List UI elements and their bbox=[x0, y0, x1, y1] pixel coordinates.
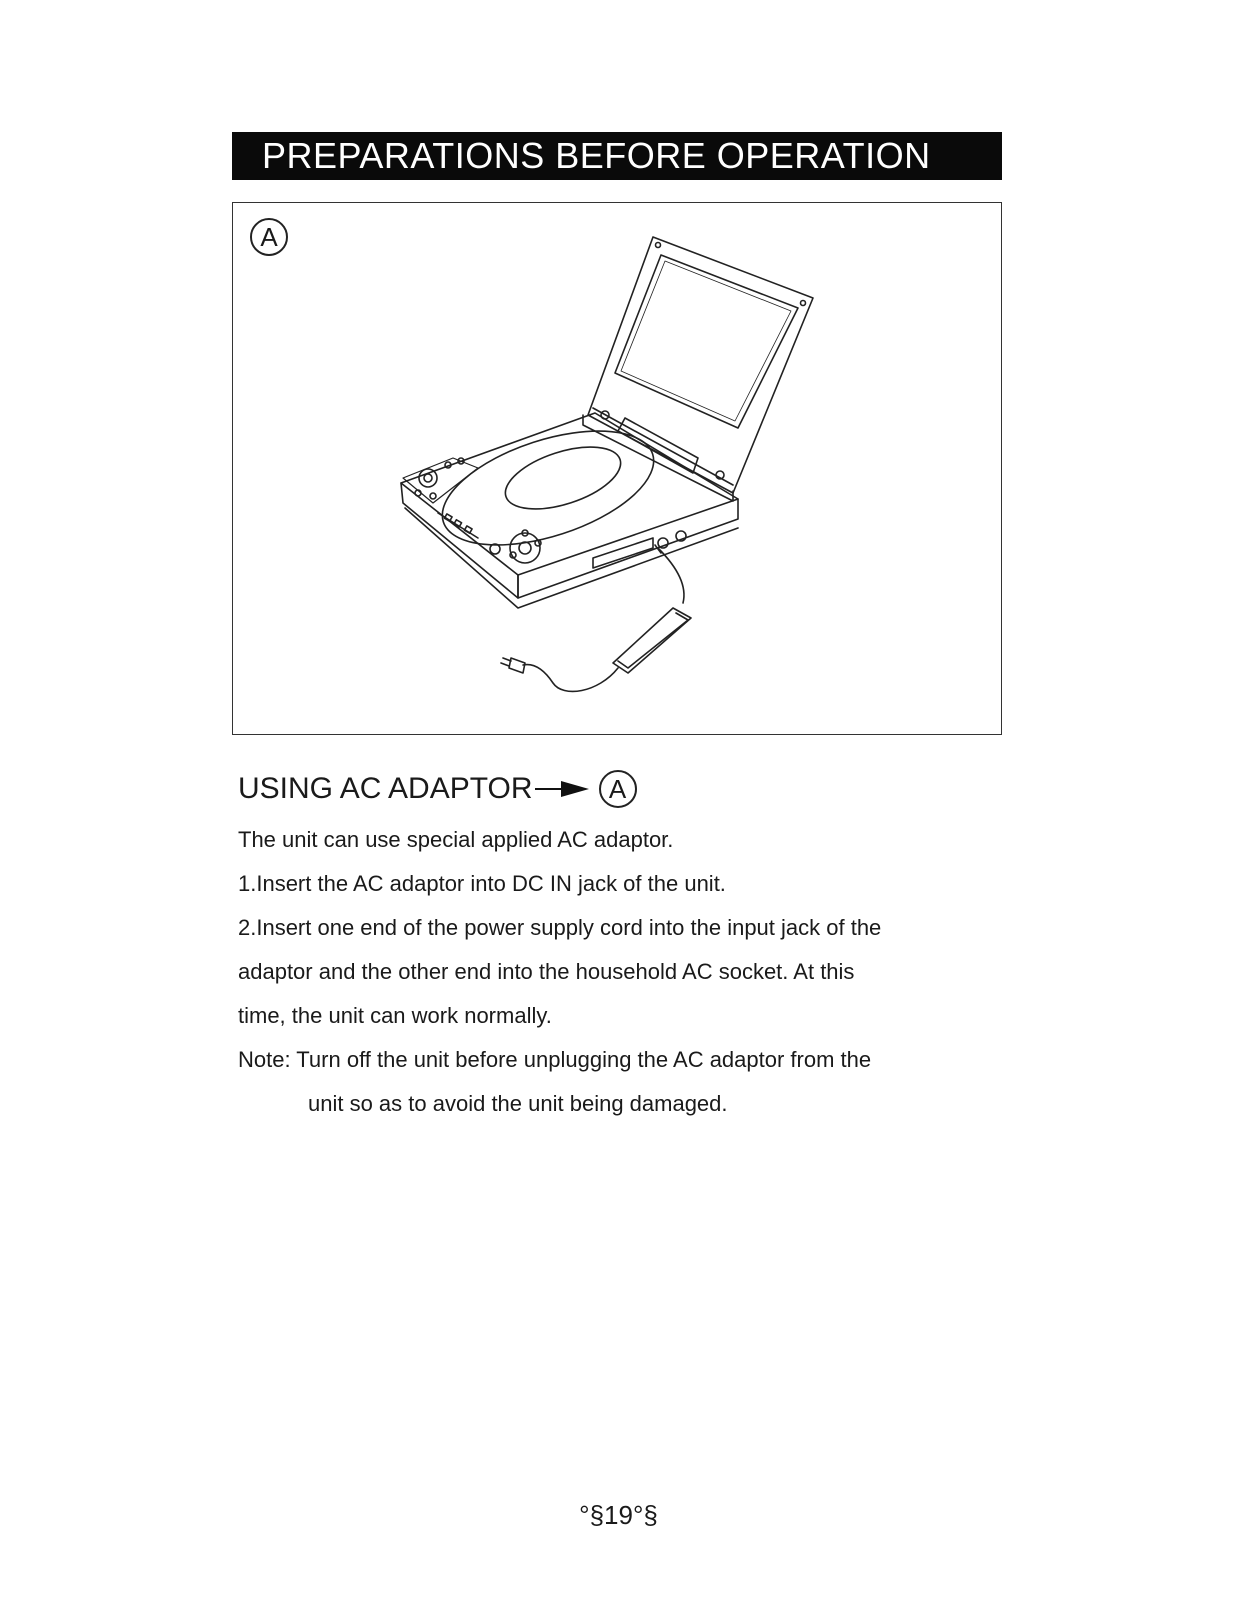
step-2-line-3: time, the unit can work normally. bbox=[238, 1003, 552, 1028]
instructions-text bbox=[238, 818, 998, 1126]
disc-lid bbox=[429, 408, 668, 567]
base-top bbox=[401, 413, 738, 575]
figure-label-a: A bbox=[250, 218, 288, 256]
note-line-1: Note: Turn off the unit before unplugging the AC adaptor from the bbox=[238, 1047, 872, 1072]
figure-panel bbox=[232, 202, 1002, 735]
step-2-line-2: adaptor and the other end into the household AC socket. At this bbox=[238, 959, 855, 984]
intro-line: The unit can use special applied AC adaptor. bbox=[238, 827, 674, 852]
step-2-line-1: 2.Insert one end of the power supply cord into the input jack of the bbox=[238, 915, 882, 940]
portable-dvd-player-illustration bbox=[233, 203, 1000, 733]
page-title: PREPARATIONS BEFORE OPERATION bbox=[262, 135, 931, 176]
power-cord bbox=[523, 665, 618, 692]
page-number: °§19°§ bbox=[579, 1500, 658, 1530]
arrow-right-icon bbox=[535, 779, 591, 799]
section-title-bar bbox=[232, 132, 1002, 180]
section-heading-using-ac-adaptor bbox=[238, 770, 637, 808]
section-heading-text: USING AC ADAPTOR bbox=[238, 772, 533, 805]
step-1: 1.Insert the AC adaptor into DC IN jack of the unit. bbox=[238, 871, 726, 896]
ac-adaptor-box bbox=[613, 608, 691, 673]
note-line-2: unit so as to avoid the unit being damaged. bbox=[308, 1091, 728, 1116]
figure-ref-label-a: A bbox=[599, 770, 637, 808]
